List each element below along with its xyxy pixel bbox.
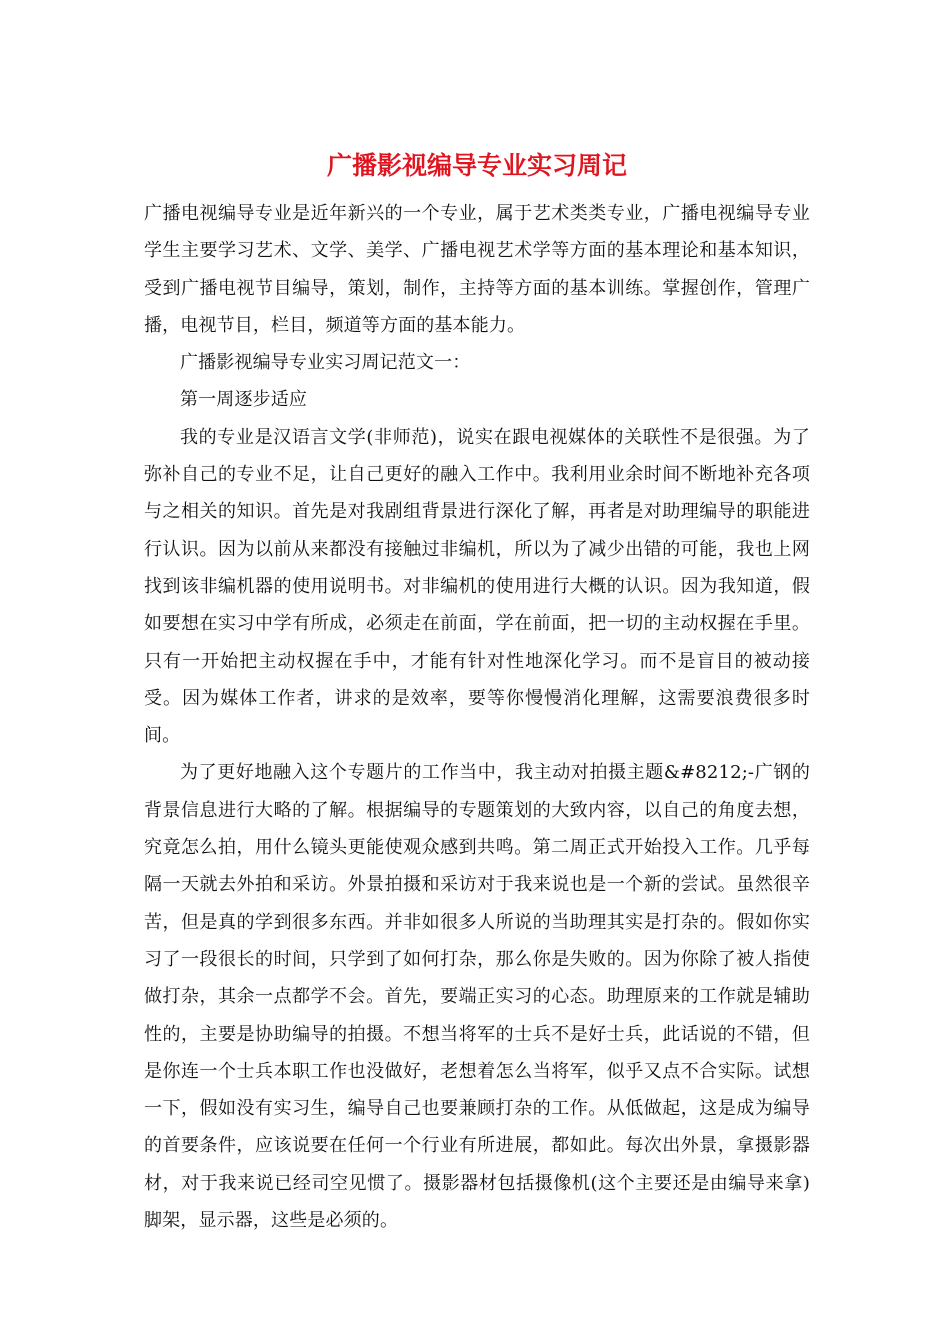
week-heading: 第一周逐步适应	[180, 389, 308, 411]
body-paragraph: 我的专业是汉语言文学(非师范)，说实在跟电视媒体的关联性不是很强。为了弥补自己的专业不足，让自己更好的融入工作中。我利用业余时间不断地补充各项与之相关的知识。首先是对我剧组背景进行深化了解，再者是对助理编导的职能进行认识。因为以前从来都没有接触过非编机，所以为了减少出错的可能，我也上网找到该非编机器的使用说明书。对非编机的使用进行大概的认识。因为我知道，假如要想在实习中学有所成，必须走在前面，学在前面，把一切的主动权握在手里。只有一开始把主动权握在手中，才能有针对性地深化学习。而不是盲目的被动接受。因为媒体工作者，讲求的是效率，要等你慢慢消化理解，这需要浪费很多时间。	[144, 426, 810, 747]
document-body	[144, 148, 810, 1239]
intro-paragraph: 广播电视编导专业是近年新兴的一个专业，属于艺术类类专业，广播电视编导专业学生主要学习艺术、文学、美学、广播电视艺术学等方面的基本理论和基本知识，受到广播电视节目编导，策划，制作，主持等方面的基本训练。掌握创作，管理广播，电视节目，栏目，频道等方面的基本能力。	[144, 203, 810, 336]
sample-heading: 广播影视编导专业实习周记范文一：	[180, 352, 471, 374]
body-paragraph: 为了更好地融入这个专题片的工作当中，我主动对拍摄主题&#8212;-广钢的背景信息进行大略的了解。根据编导的专题策划的大致内容，以自己的角度去想，究竟怎么拍，用什么镜头更能使观众感到共鸣。第二周正式开始投入工作。几乎每隔一天就去外拍和采访。外景拍摄和采访对于我来说也是一个新的尝试。虽然很辛苦，但是真的学到很多东西。并非如很多人所说的当助理其实是打杂的。假如你实习了一段很长的时间，只学到了如何打杂，那么你是失败的。因为你除了被人指使做打杂，其余一点都学不会。首先，要端正实习的心态。助理原来的工作就是辅助性的，主要是协助编导的拍摄。不想当将军的士兵不是好士兵，此话说的不错，但是你连一个士兵本职工作也没做好，老想着怎么当将军，似乎又点不合实际。试想一下，假如没有实习生，编导自己也要兼顾打杂的工作。从低做起，这是成为编导的首要条件，应该说要在任何一个行业有所进展，都如此。每次出外景，拿摄影器材，对于我来说已经司空见惯了。摄影器材包括摄像机(这个主要还是由编导来拿)脚架，显示器，这些是必须的。	[144, 762, 810, 1232]
document-title: 广播影视编导专业实习周记	[326, 151, 627, 180]
